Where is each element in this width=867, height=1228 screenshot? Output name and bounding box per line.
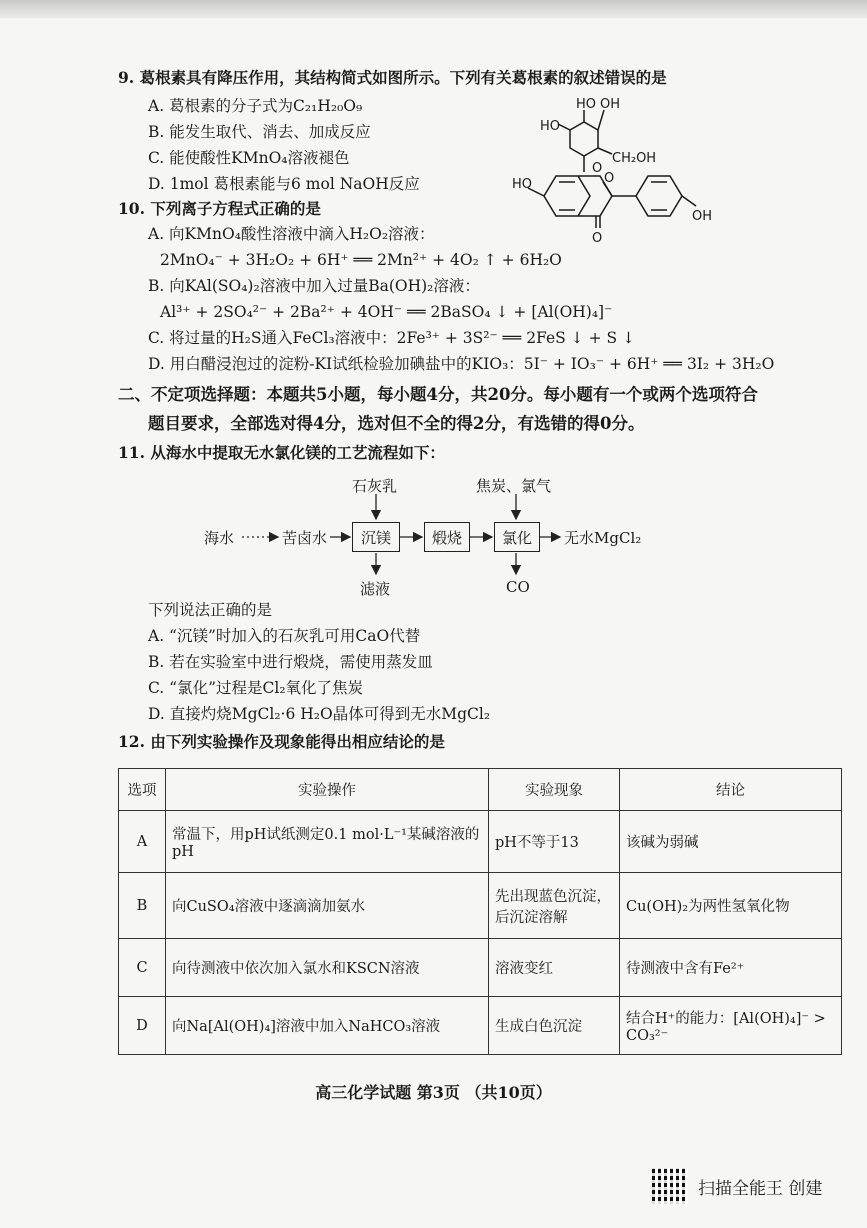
q9-option-d: D. 1mol 葛根素能与6 mol NaOH反应: [148, 175, 420, 193]
table-cell: A: [119, 811, 166, 873]
q9-option-a: A. 葛根素的分子式为C₂₁H₂₀O₉: [148, 97, 363, 115]
q10-option-c: C. 将过量的H₂S通入FeCl₃溶液中：2Fe³⁺ + 3S²⁻ ══ 2FeS ↓ + S ↓: [148, 329, 636, 347]
scanner-watermark-text: 扫描全能王 创建: [698, 1178, 823, 1199]
flow-box-calcine: 煅烧: [424, 522, 470, 552]
struct-label: OH: [692, 209, 713, 224]
table-row: [119, 939, 842, 997]
q11-option-a: A. “沉镁”时加入的石灰乳可用CaO代替: [148, 627, 421, 645]
table-cell: B: [119, 873, 166, 939]
flow-box-chlorinate: 氯化: [494, 522, 540, 552]
flow-output-co: CO: [506, 578, 530, 596]
q10-option-d: D. 用白醋浸泡过的淀粉-KI试纸检验加碘盐中的KIO₃：5I⁻ + IO₃⁻ + 6H⁺ ══ 3I₂ + 3H₂O: [148, 355, 775, 373]
header-phenomenon: 实验现象: [489, 769, 620, 811]
struct-label: HO: [576, 97, 597, 112]
table-cell: 向CuSO₄溶液中逐滴滴加氨水: [166, 873, 489, 939]
table-cell: 向Na[Al(OH)₄]溶液中加入NaHCO₃溶液: [166, 997, 489, 1055]
struct-label: HO: [540, 119, 561, 134]
table-cell: 该碱为弱碱: [620, 811, 842, 873]
table-row: [119, 873, 842, 939]
q10-equation-b: Al³⁺ + 2SO₄²⁻ + 2Ba²⁺ + 4OH⁻ ══ 2BaSO₄ ↓ + [Al(OH)₄]⁻: [160, 303, 613, 321]
q11-stem: 11. 从海水中提取无水氯化镁的工艺流程如下：: [118, 443, 445, 462]
flow-input-coke-chlorine: 焦炭、氯气: [476, 477, 552, 495]
q12-stem: 12. 由下列实验操作及现象能得出相应结论的是: [118, 732, 445, 751]
flow-box-precipitate: 沉镁: [352, 522, 400, 552]
q11-prompt: 下列说法正确的是: [148, 601, 273, 619]
q9-option-b: B. 能发生取代、消去、加成反应: [148, 123, 371, 141]
table-cell: D: [119, 997, 166, 1055]
table-row: [119, 997, 842, 1055]
table-cell: 溶液变红: [489, 939, 620, 997]
struct-label: O: [592, 161, 603, 176]
table-header-row: [119, 769, 842, 811]
q11-option-c: C. “氯化”过程是Cl₂氧化了焦炭: [148, 679, 364, 697]
q10-stem: 10. 下列离子方程式正确的是: [118, 199, 321, 218]
table-cell: C: [119, 939, 166, 997]
struct-label: O: [604, 171, 615, 186]
scanner-watermark: [652, 1168, 822, 1204]
experiment-table: [118, 768, 842, 1055]
struct-label: HO: [512, 177, 533, 192]
header-option: 选项: [119, 769, 166, 811]
table-row: [119, 811, 842, 873]
table-cell: 常温下，用pH试纸测定0.1 mol·L⁻¹某碱溶液的pH: [166, 811, 489, 873]
section2-line1: 二、不定项选择题：本题共5小题，每小题4分，共20分。每小题有一个或两个选项符合: [118, 385, 758, 404]
flow-seawater: 海水: [204, 529, 235, 547]
header-conclusion: 结论: [620, 769, 842, 811]
q10-equation-a: 2MnO₄⁻ + 3H₂O₂ + 6H⁺ ══ 2Mn²⁺ + 4O₂ ↑ + 6H₂O: [160, 251, 562, 269]
q11-option-d: D. 直接灼烧MgCl₂·6 H₂O晶体可得到无水MgCl₂: [148, 705, 491, 723]
table-cell: 向待测液中依次加入氯水和KSCN溶液: [166, 939, 489, 997]
q9-stem: 9. 葛根素具有降压作用，其结构简式如图所示。下列有关葛根素的叙述错误的是: [118, 68, 667, 87]
table-cell: 生成白色沉淀: [489, 997, 620, 1055]
table-cell: pH不等于13: [489, 811, 620, 873]
header-operation: 实验操作: [166, 769, 489, 811]
table-cell: Cu(OH)₂为两性氢氧化物: [620, 873, 842, 939]
flow-input-lime-milk: 石灰乳: [352, 477, 398, 495]
table-cell: 待测液中含有Fe²⁺: [620, 939, 842, 997]
q11-option-b: B. 若在实验室中进行煅烧，需使用蒸发皿: [148, 653, 433, 671]
struct-label: O: [592, 231, 603, 246]
flow-product: 无水MgCl₂: [564, 529, 642, 547]
table-cell: 先出现蓝色沉淀，后沉淀溶解: [489, 873, 620, 939]
flow-bittern: 苦卤水: [282, 529, 328, 547]
q10-option-a: A. 向KMnO₄酸性溶液中滴入H₂O₂溶液：: [148, 225, 435, 243]
page-footer: 高三化学试题 第3页 （共10页）: [315, 1083, 552, 1102]
flow-output-filtrate: 滤液: [360, 580, 391, 598]
struct-label: CH₂OH: [612, 151, 657, 166]
q10-option-b: B. 向KAl(SO₄)₂溶液中加入过量Ba(OH)₂溶液：: [148, 277, 480, 295]
q9-option-c: C. 能使酸性KMnO₄溶液褪色: [148, 149, 350, 167]
table-cell: 结合H⁺的能力：[Al(OH)₄]⁻ > CO₃²⁻: [620, 997, 842, 1055]
struct-label: OH: [600, 97, 621, 112]
section2-line2: 题目要求，全部选对得4分，选对但不全的得2分，有选错的得0分。: [148, 414, 645, 433]
qr-code-icon: [652, 1168, 688, 1204]
